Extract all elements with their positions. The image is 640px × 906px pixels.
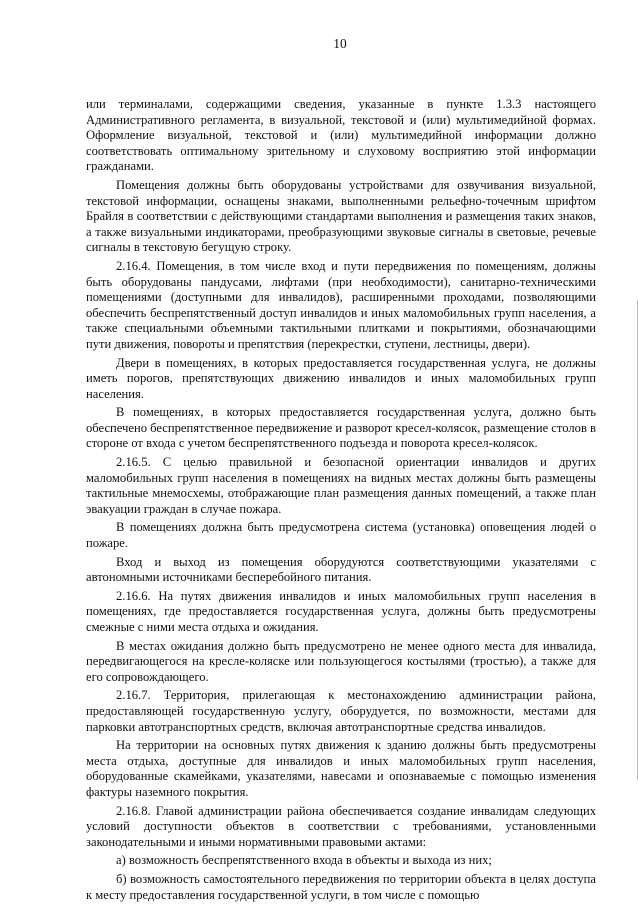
paragraph-continuation: или терминалами, содержащими сведения, указанные в пункте 1.3.3 настоящего Административного регламента, в визуальной, текстовой и (или) мультимедийной формах. Оформление визуальной, текстовой и (или) мультимедийной информации должно соответствовать оптимальному зрительному и слуховому восприятию этой информации гражданами.	[86, 97, 596, 174]
paragraph-braille-equipment: Помещения должны быть оборудованы устройствами для озвучивания визуальной, текстовой информации, оснащены знаками, выполненными рельефно-точечным шрифтом Брайля в соответствии с действующими стандартами выполнения и размещения таких знаков, а также визуальными индикаторами, преобразующими звуковые сигналы в световые, речевые сигналы в текстовую бегущую строку.	[86, 177, 596, 255]
paragraph-2-16-7: 2.16.7. Территория, прилегающая к местонахождению администрации района, предоставляющей государственную услугу, оборудуется, по возможности, местами для парковки автотранспортных средств, включая автотранспортные средства инвалидов.	[86, 688, 596, 734]
paragraph-2-16-6: 2.16.6. На путях движения инвалидов и иных маломобильных групп населения в помещениях, где предоставляется государственная услуга, должны быть предусмотрены смежные с ними места отдыха и ожидания.	[86, 588, 596, 634]
paragraph-wheelchair-movement: В помещениях, в которых предоставляется государственная услуга, должно быть обеспечено беспрепятственное передвижение и разворот кресел-колясок, размещение столов в стороне от входа с учетом беспрепятственного подъезда и поворота кресел-колясок.	[86, 405, 596, 451]
paragraph-2-16-8: 2.16.8. Главой администрации района обеспечивается создание инвалидам следующих условий доступности объектов в соответствии с требованиями, установленными законодательными и иными нормативными правовыми актами:	[86, 803, 596, 849]
list-item-b: б) возможность самостоятельного передвижения по территории объекта в целях доступа к месту предоставления государственной услуги, в том числе с помощью	[86, 871, 596, 902]
document-body	[86, 97, 596, 906]
paragraph-doors: Двери в помещениях, в которых предоставляется государственная услуга, не должны иметь порогов, препятствующих движению инвалидов и иных маломобильных групп населения.	[86, 355, 596, 401]
page-number: 10	[333, 36, 347, 51]
paragraph-territory: На территории на основных путях движения к зданию должны быть предусмотрены места отдыха, доступные для инвалидов и иных маломобильных групп населения, оборудованные скамейками, указателями, навесами и опознаваемые с помощью изменения фактуры наземного покрытия.	[86, 738, 596, 799]
paragraph-fire-alarm: В помещениях должна быть предусмотрена система (установка) оповещения людей о пожаре.	[86, 520, 596, 551]
paragraph-entrance-exit: Вход и выход из помещения оборудуются соответствующими указателями с автономными источниками бесперебойного питания.	[86, 554, 596, 585]
paragraph-2-16-5: 2.16.5. С целью правильной и безопасной ориентации инвалидов и других маломобильных групп населения в помещениях на видных местах должны быть размещены тактильные мнемосхемы, отображающие план размещения данных помещений, а также план эвакуации граждан в случае пожара.	[86, 455, 596, 516]
paragraph-2-16-4: 2.16.4. Помещения, в том числе вход и пути передвижения по помещениям, должны быть оборудованы пандусами, лифтами (при необходимости), санитарно-техническими помещениями (доступными для инвалидов), расширенными проходами, позволяющими обеспечить беспрепятственный доступ инвалидов и иных маломобильных групп населения, а также специальными объемными тактильными плитками и покрытиями, обозначающими пути движения, повороты и препятствия (перекрестки, ступени, лестницы, двери).	[86, 258, 596, 351]
list-item-a: а) возможность беспрепятственного входа в объекты и выхода из них;	[116, 853, 492, 868]
paragraph-waiting-places: В местах ожидания должно быть предусмотрено не менее одного места для инвалида, передвигающегося на кресле-коляске или пользующегося костылями (тростью), а также для его сопровождающего.	[86, 638, 596, 684]
scan-edge-line	[637, 300, 638, 780]
